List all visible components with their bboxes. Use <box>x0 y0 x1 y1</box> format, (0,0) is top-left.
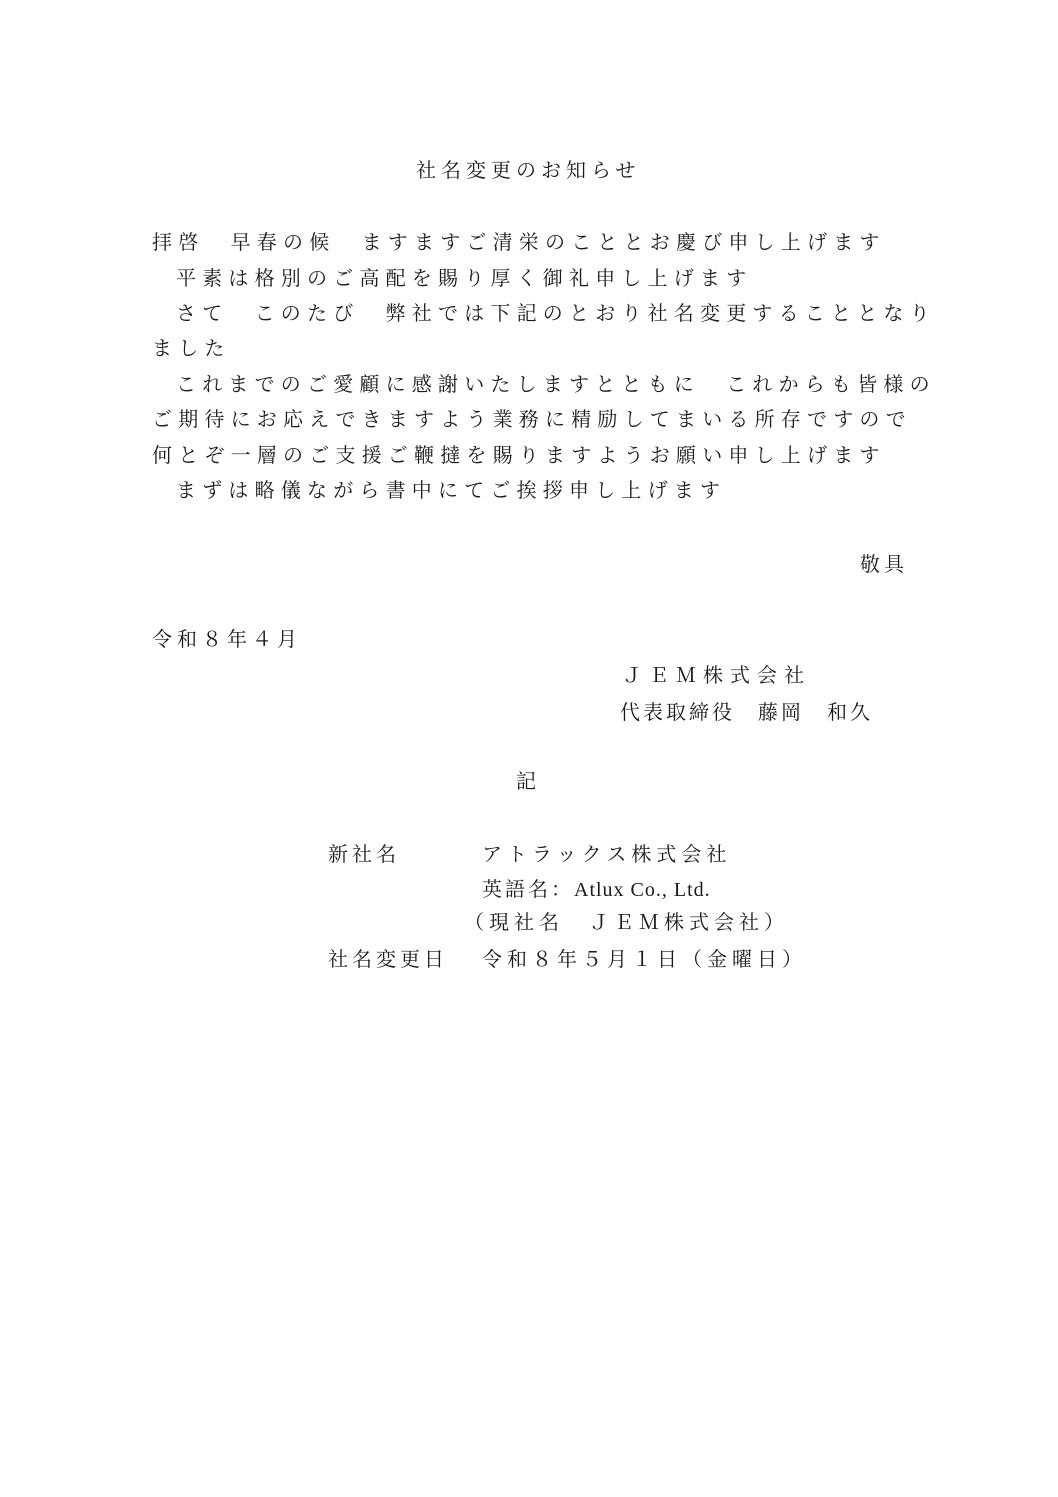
greeting-line-3: さて このたび 弊社では下記のとおり社名変更することとなり <box>176 301 936 325</box>
english-name-row <box>482 876 711 903</box>
issue-date: 令和８年４月 <box>152 627 302 651</box>
english-name-label: 英語名： <box>482 877 574 901</box>
closing-keigu: 敬具 <box>860 552 908 576</box>
ki-heading: 記 <box>516 769 543 793</box>
greeting-line-5: これまでのご愛顧に感謝いたしますとともに これからも皆様の <box>176 372 936 396</box>
greeting-line-6: ご期待にお応えできますよう業務に精励してまいる所存ですので <box>152 407 912 431</box>
new-name-label: 新社名 <box>328 842 400 866</box>
change-date-value: 令和８年５月１日（金曜日） <box>482 947 807 971</box>
greeting-line-1: 拝啓 早春の候 ますますご清栄のこととお慶び申し上げます <box>152 230 886 254</box>
greeting-line-7: 何とぞ一層のご支援ご鞭撻を賜りますようお願い申し上げます <box>152 443 886 467</box>
former-name: （現社名 ＪＥＭ株式会社） <box>464 910 789 934</box>
greeting-line-4: ました <box>152 336 231 360</box>
sender-company: ＪＥＭ株式会社 <box>622 663 811 687</box>
new-name-value: アトラックス株式会社 <box>482 842 732 866</box>
greeting-line-8: まずは略儀ながら書中にてご挨拶申し上げます <box>176 478 727 502</box>
greeting-line-2: 平素は格別のご高配を賜り厚く御礼申し上げます <box>176 266 753 290</box>
english-name-value: Atlux Co., Ltd. <box>574 879 711 901</box>
change-date-label: 社名変更日 <box>328 947 448 971</box>
document-title: 社名変更のお知らせ <box>416 158 641 182</box>
sender-representative: 代表取締役 藤岡 和久 <box>620 700 873 724</box>
